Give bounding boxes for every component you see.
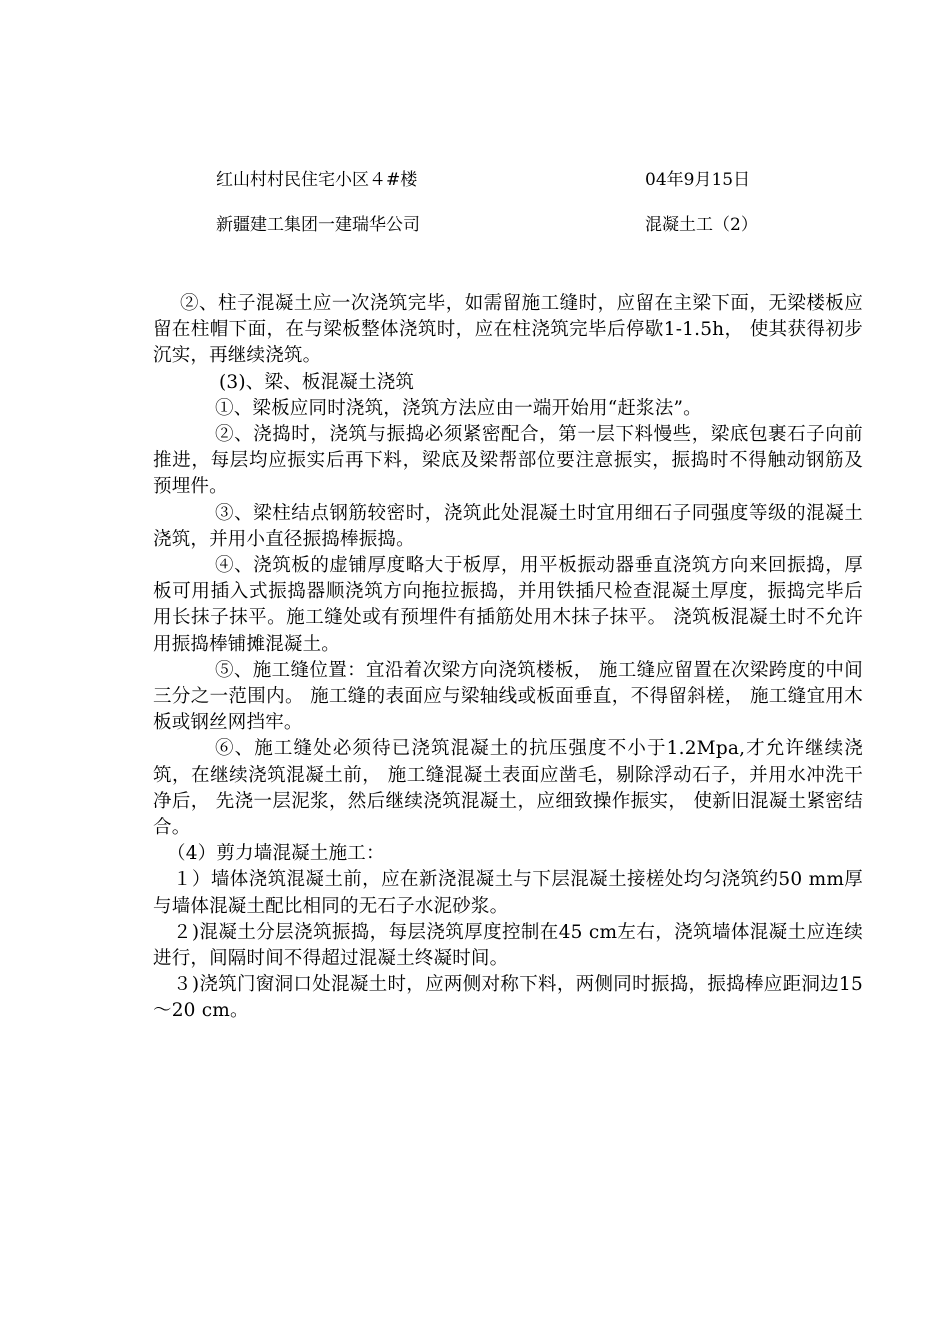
paragraph-beam-slab-1: ①、梁板应同时浇筑，浇筑方法应由一端开始用“赶浆法”。 — [215, 397, 702, 419]
paragraph-shear-wall-1: １）墙体浇筑混凝土前，应在新浇混凝土与下层混凝土接槎处均匀浇筑约50 mm厚与墙体混凝土配比相同的无石子水泥砂浆。 — [153, 869, 863, 917]
paragraph-beam-slab-2: ②、浇捣时，浇筑与振捣必须紧密配合，第一层下料慢些，梁底包裹石子向前推进，每层均应振实后再下料，梁底及梁帮部位要注意振实，振捣时不得触动钢筋及预埋件。 — [153, 424, 863, 498]
paragraph-shear-wall-2: ２)混凝土分层浇筑振捣，每层浇筑厚度控制在45 cm左右，浇筑墙体混凝土应连续进行，间隔时间不得超过混凝土终凝时间。 — [153, 921, 863, 970]
paragraph-beam-slab-4: ④、浇筑板的虚铺厚度略大于板厚，用平板振动器垂直浇筑方向来回振捣，厚板可用插入式振捣器顺浇筑方向拖拉振捣，并用铁插尺检查混凝土厚度，振捣完毕后用长抹子抹平。施工缝处或有预埋件有插筋处用木抹子抹平。 浇筑板混凝土时不允许用振捣棒铺摊混凝土。 — [153, 555, 863, 655]
header-date: 04年9月15日 — [645, 170, 751, 190]
paragraph-column-pouring: ②、柱子混凝土应一次浇筑完毕，如需留施工缝时，应留在主梁下面，无梁楼板应留在柱帽下面，在与梁板整体浇筑时，应在柱浇筑完毕后停歇1-1.5h， 使其获得初步沉实，再继续浇筑。 — [153, 293, 863, 367]
paragraph-shear-wall-3: ３)浇筑门窗洞口处混凝土时，应两侧对称下料，两侧同时振捣，振捣棒应距洞边15～20 cm。 — [153, 974, 863, 1022]
paragraph-beam-slab-6: ⑥、施工缝处必须待已浇筑混凝土的抗压强度不小于1.2Mpa,才允许继续浇筑，在继续浇筑混凝土前， 施工缝混凝土表面应凿毛，剔除浮动石子，并用水冲洗干净后， 先浇一层泥浆，然后继续浇筑混凝土，应细致操作振实， 使新旧混凝土紧密结合。 — [153, 738, 863, 839]
header-section: 混凝土工（2） — [645, 215, 758, 235]
paragraph-beam-slab-5: ⑤、施工缝位置：宜沿着次梁方向浇筑楼板， 施工缝应留置在次梁跨度的中间三分之一范围内。 施工缝的表面应与梁轴线或板面垂直，不得留斜槎， 施工缝宜用木板或钢丝网挡牢。 — [153, 659, 863, 734]
header-project: 红山村村民住宅小区４#楼 — [216, 170, 418, 190]
subheading-shear-wall: （4）剪力墙混凝土施工： — [167, 843, 385, 865]
subheading-beam-slab: (3)、梁、板混凝土浇筑 — [219, 371, 415, 393]
header-company: 新疆建工集团一建瑞华公司 — [216, 215, 420, 235]
body-text — [153, 291, 863, 1025]
paragraph-beam-slab-3: ③、梁柱结点钢筋较密时，浇筑此处混凝土时宜用细石子同强度等级的混凝土浇筑，并用小直径振捣棒振捣。 — [153, 502, 863, 550]
